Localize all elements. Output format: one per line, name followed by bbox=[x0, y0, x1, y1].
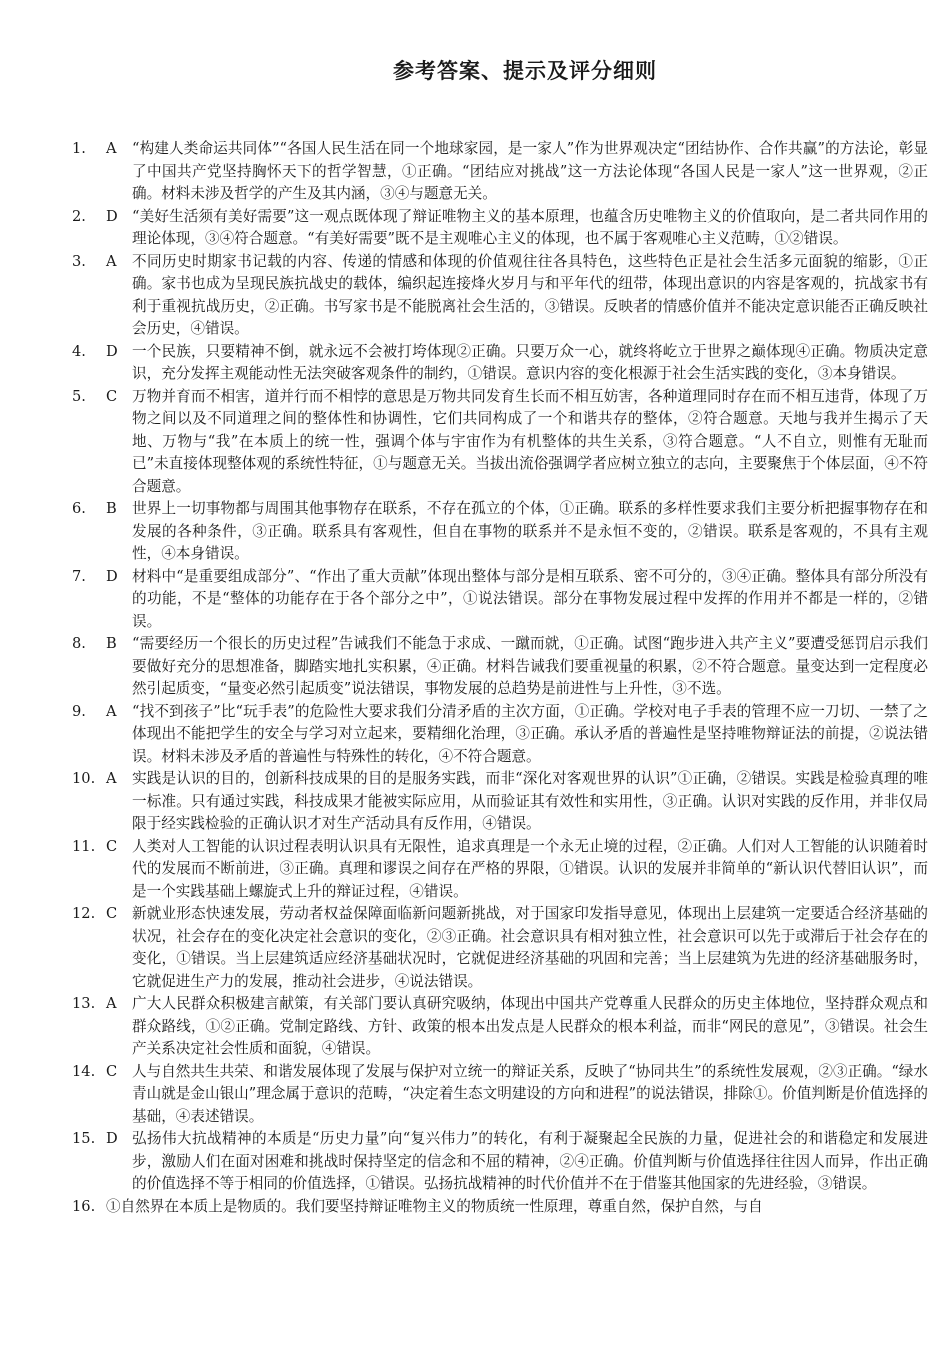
answer-item bbox=[72, 566, 928, 634]
answer-item bbox=[72, 836, 928, 904]
question-number: 3. bbox=[72, 252, 86, 270]
question-number: 16. bbox=[72, 1197, 96, 1215]
explanation-text: “美好生活须有美好需要”这一观点既体现了辩证唯物主义的基本原理，也蕴含历史唯物主义的价值取向，是二者共同作用的理论体现，③④符合题意。“有美好需要”既不是主观唯心主义的体现，也不属于客观唯心主义范畴，①②错误。 bbox=[132, 207, 928, 247]
explanation-text: 材料中“是重要组成部分”、“作出了重大贡献”体现出整体与部分是相互联系、密不可分的，③④正确。整体具有部分所没有的功能，不是“整体的功能存在于各个部分之中”，①说法错误。部分在事物发展过程中发挥的作用并不都是一样的，②错误。 bbox=[132, 567, 928, 630]
answer-item bbox=[72, 341, 928, 386]
question-number: 1. bbox=[72, 140, 86, 157]
answer-item bbox=[72, 903, 928, 993]
explanation-text: ①自然界在本质上是物质的。我们要坚持辩证唯物主义的物质统一性原理，尊重自然，保护自然，与自 bbox=[106, 1197, 763, 1215]
question-number: 9. bbox=[72, 702, 86, 720]
question-number: 6. bbox=[72, 500, 86, 517]
answer-item bbox=[72, 1128, 928, 1196]
explanation-text: “构建人类命运共同体”“各国人民生活在同一个地球家园，是一家人”作为世界观决定“团结协作、合作共赢”的方法论，彰显了中国共产党坚持胸怀天下的哲学智慧，①正确。“团结应对挑战”这一方法论体现“各国人民是一家人”这一世界观，②正确。材料未涉及哲学的产生及其内涵，③④与题意无关。 bbox=[132, 140, 928, 202]
answer-choice: C bbox=[106, 905, 118, 922]
answer-item bbox=[72, 138, 928, 206]
answer-item bbox=[72, 386, 928, 499]
answer-item bbox=[72, 251, 928, 341]
question-number: 14. bbox=[72, 1062, 96, 1080]
answer-list bbox=[72, 138, 928, 1218]
answer-choice: A bbox=[106, 140, 117, 157]
answer-choice: C bbox=[106, 837, 118, 855]
answer-choice: D bbox=[106, 1130, 118, 1147]
question-number: 11. bbox=[72, 837, 96, 855]
answer-item bbox=[72, 1061, 928, 1129]
question-number: 13. bbox=[72, 995, 96, 1012]
answer-choice: A bbox=[106, 995, 117, 1012]
answer-item bbox=[72, 633, 928, 701]
question-number: 10. bbox=[72, 770, 96, 787]
answer-choice: A bbox=[106, 702, 117, 720]
answer-item bbox=[72, 768, 928, 836]
question-number: 2. bbox=[72, 207, 86, 225]
answer-choice: A bbox=[106, 770, 117, 787]
question-number: 12. bbox=[72, 905, 96, 922]
page-title: 参考答案、提示及评分细则 bbox=[393, 59, 657, 83]
answer-choice: C bbox=[106, 1062, 118, 1080]
question-number: 5. bbox=[72, 387, 86, 405]
answer-item bbox=[72, 498, 928, 566]
explanation-text: 万物并育而不相害，道并行而不相悖的意思是万物共同发育生长而不相互妨害，各种道理同时存在而不相互违背，体现了万物之间以及不同道理之间的整体性和协调性，它们共同构成了一个和谐共存的整体，②符合题意。天地与我并生揭示了天地、万物与“我”在本质上的统一性，强调个体与宇宙作为有机整体的共生关系，③符合题意。“人不自立，则惟有无耻而已”未直接体现整体观的系统性特征，①与题意无关。当拔出流俗强调学者应树立独立的志向，主要聚焦于个体层面，④不符合题意。 bbox=[132, 387, 928, 495]
explanation-text: 人类对人工智能的认识过程表明认识具有无限性，追求真理是一个永无止境的过程，②正确。人们对人工智能的认识随着时代的发展而不断前进，③正确。真理和谬误之间存在严格的界限，①错误。认识的发展并非简单的“新认识代替旧认识”，而是一个实践基础上螺旋式上升的辩证过程，④错误。 bbox=[132, 837, 928, 900]
question-number: 4. bbox=[72, 342, 86, 360]
answer-choice: D bbox=[106, 207, 118, 225]
explanation-text: 实践是认识的目的，创新科技成果的目的是服务实践，而非“深化对客观世界的认识”①正确，②错误。实践是检验真理的唯一标准。只有通过实践，科技成果才能被实际应用，从而验证其有效性和实用性，③正确。认识对实践的反作用，并非仅局限于经实践检验的正确认识才对生产活动具有反作用，④错误。 bbox=[132, 770, 928, 832]
answer-item bbox=[72, 206, 928, 251]
explanation-text: 新就业形态快速发展，劳动者权益保障面临新问题新挑战，对于国家印发指导意见，体现出上层建筑一定要适合经济基础的状况，社会存在的变化决定社会意识的变化，②③正确。社会意识具有相对独立性，社会意识可以先于或滞后于社会存在的变化，①错误。当上层建筑适应经济基础状况时，它就促进经济基础的巩固和完善；当上层建筑为先进的经济基础服务时，它就促进生产力的发展，推动社会进步，④说法错误。 bbox=[132, 905, 928, 990]
question-number: 15. bbox=[72, 1130, 96, 1147]
answer-choice: D bbox=[106, 342, 118, 360]
explanation-text: “需要经历一个很长的历史过程”告诫我们不能急于求成、一蹴而就，①正确。试图“跑步进入共产主义”要遭受惩罚启示我们要做好充分的思想准备，脚踏实地扎实积累，④正确。材料告诫我们要重视量的积累，②不符合题意。量变达到一定程度必然引起质变，“量变必然引起质变”说法错误，事物发展的总趋势是前进性与上升性，③不选。 bbox=[132, 635, 928, 697]
answer-item bbox=[72, 701, 928, 769]
answer-choice: B bbox=[106, 635, 117, 652]
answer-item bbox=[72, 993, 928, 1061]
answer-choice: C bbox=[106, 387, 118, 405]
explanation-text: 一个民族，只要精神不倒，就永远不会被打垮体现②正确。只要万众一心，就终将屹立于世界之巅体现④正确。物质决定意识，充分发挥主观能动性无法突破客观条件的制约，①错误。意识内容的变化根源于社会生活实践的变化，③本身错误。 bbox=[132, 342, 928, 382]
explanation-text: 广大人民群众积极建言献策，有关部门要认真研究吸纳，体现出中国共产党尊重人民群众的历史主体地位，坚持群众观点和群众路线，①②正确。党制定路线、方针、政策的根本出发点是人民群众的根本利益，而非“网民的意见”，③错误。社会生产关系决定社会性质和面貌，④错误。 bbox=[132, 995, 928, 1057]
explanation-text: 世界上一切事物都与周围其他事物存在联系，不存在孤立的个体，①正确。联系的多样性要求我们主要分析把握事物存在和发展的各种条件，③正确。联系具有客观性，但自在事物的联系并不是永恒不变的，②错误。联系是客观的，不具有主观性，④本身错误。 bbox=[132, 500, 928, 562]
explanation-text: 不同历史时期家书记载的内容、传递的情感和体现的价值观往往各具特色，这些特色正是社会生活多元面貌的缩影，①正确。家书也成为呈现民族抗战史的载体，编织起连接烽火岁月与和平年代的纽带，体现出意识的内容是客观的，抗战家书有利于重视抗战历史，②正确。书写家书是不能脱离社会生活的，③错误。反映者的情感价值并不能决定意识能否正确反映社会历史，④错误。 bbox=[132, 252, 928, 337]
explanation-text: 弘扬伟大抗战精神的本质是“历史力量”向“复兴伟力”的转化，有利于凝聚起全民族的力量，促进社会的和谐稳定和发展进步，激励人们在面对困难和挑战时保持坚定的信念和不屈的精神，②④正确。价值判断与价值选择往往因人而异，作出正确的价值选择不等于相同的价值选择，①错误。弘扬抗战精神的时代价值并不在于借鉴其他国家的先进经验，③错误。 bbox=[132, 1130, 928, 1192]
answer-choice: A bbox=[106, 252, 117, 270]
question-number: 7. bbox=[72, 567, 86, 585]
answer-item bbox=[72, 1196, 928, 1219]
explanation-text: “找不到孩子”比“玩手表”的危险性大要求我们分清矛盾的主次方面，①正确。学校对电子手表的管理不应一刀切、一禁了之体现出不能把学生的安全与学习对立起来，要精细化治理，③正确。承认矛盾的普遍性是坚持唯物辩证法的前提，②说法错误。材料未涉及矛盾的普遍性与特殊性的转化，④不符合题意。 bbox=[132, 702, 928, 765]
explanation-text: 人与自然共生共荣、和谐发展体现了发展与保护对立统一的辩证关系，反映了“协同共生”的系统性发展观，②③正确。“绿水青山就是金山银山”理念属于意识的范畴，“决定着生态文明建设的方向和进程”的说法错误，排除①。价值判断是价值选择的基础，④表述错误。 bbox=[132, 1062, 928, 1125]
answer-choice: B bbox=[106, 500, 117, 517]
question-number: 8. bbox=[72, 635, 86, 652]
answer-choice: D bbox=[106, 567, 118, 585]
